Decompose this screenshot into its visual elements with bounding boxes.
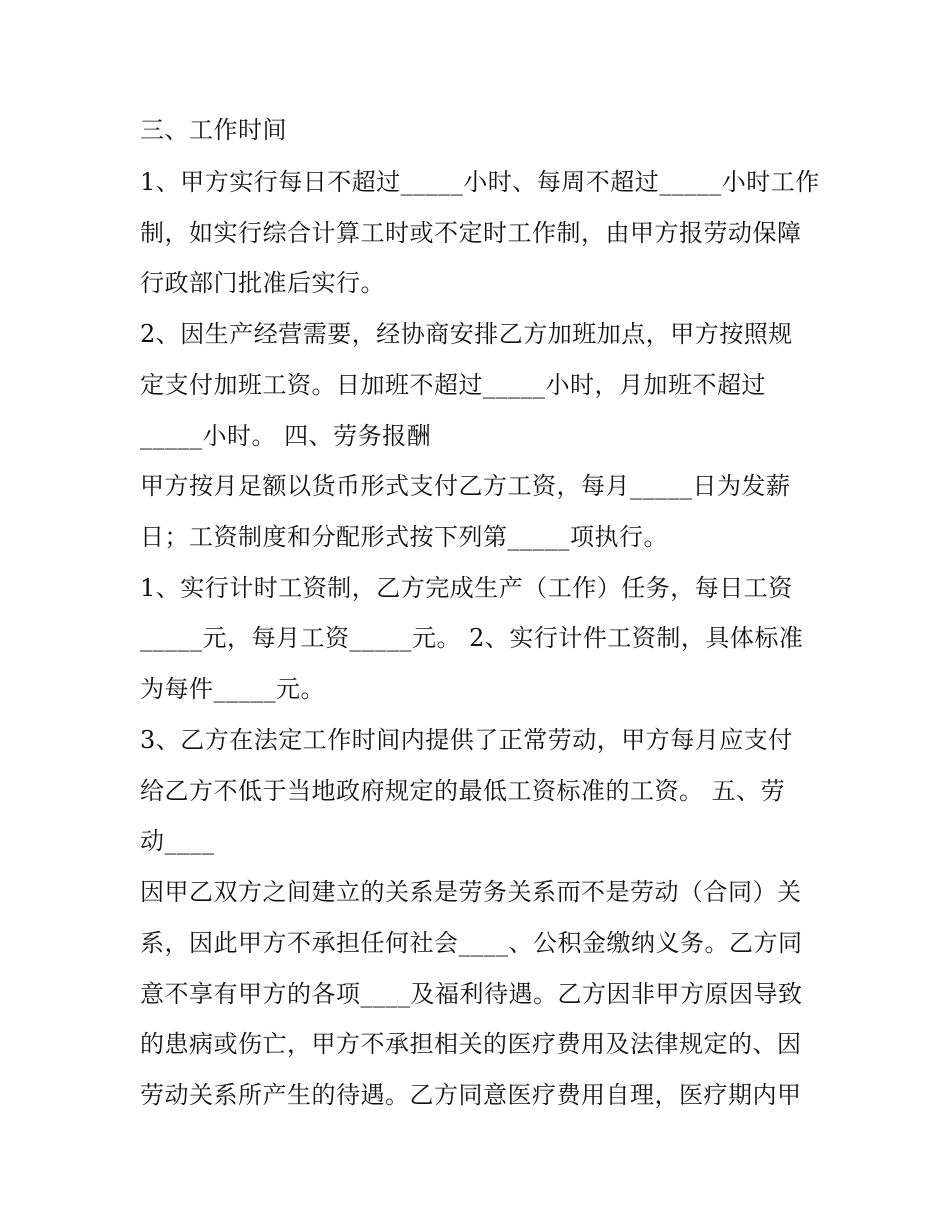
text-line: 1、甲方实行每日不超过_____小时、每周不超过_____小时工作 — [140, 168, 820, 196]
text-line: 系，因此甲方不承担任何社会____、公积金缴纳义务。乙方同 — [140, 929, 803, 957]
text-line: 为每件_____元。 — [140, 675, 325, 703]
text-line: 劳动关系所产生的待遇。乙方同意医疗费用自理，医疗期内甲 — [140, 1081, 802, 1109]
text-line: 甲方按月足额以货币形式支付乙方工资，每月_____日为发薪 — [140, 472, 791, 500]
text-line: 意不享有甲方的各项____及福利待遇。乙方因非甲方原因导致 — [140, 980, 803, 1008]
text-line: _____元，每月工资_____元。 2、实行计件工资制，具体标准 — [140, 624, 804, 652]
text-line: 给乙方不低于当地政府规定的最低工资标准的工资。 五、劳 — [140, 777, 786, 805]
text-line: 1、实行计时工资制，乙方完成生产（工作）任务，每日工资 — [140, 574, 793, 602]
section-heading-work-time: 三、工作时间 — [140, 116, 287, 144]
text-line: _____小时。 四、劳务报酬 — [140, 422, 432, 450]
text-line: 动____ — [140, 827, 215, 855]
text-line: 2、因生产经营需要，经协商安排乙方加班加点，甲方按照规 — [140, 320, 793, 348]
text-line: 的患病或伤亡，甲方不承担相关的医疗费用及法律规定的、因 — [140, 1030, 802, 1058]
text-line: 定支付加班工资。日加班不超过_____小时，月加班不超过 — [140, 371, 766, 399]
text-line: 行政部门批准后实行。 — [140, 269, 385, 297]
text-line: 3、乙方在法定工作时间内提供了正常劳动，甲方每月应支付 — [140, 726, 793, 754]
text-line: 日；工资制度和分配形式按下列第_____项执行。 — [140, 523, 668, 551]
text-line: 制，如实行综合计算工时或不定时工作制，由甲方报劳动保障 — [140, 219, 802, 247]
text-line: 因甲乙双方之间建立的关系是劳务关系而不是劳动（合同）关 — [140, 878, 802, 906]
